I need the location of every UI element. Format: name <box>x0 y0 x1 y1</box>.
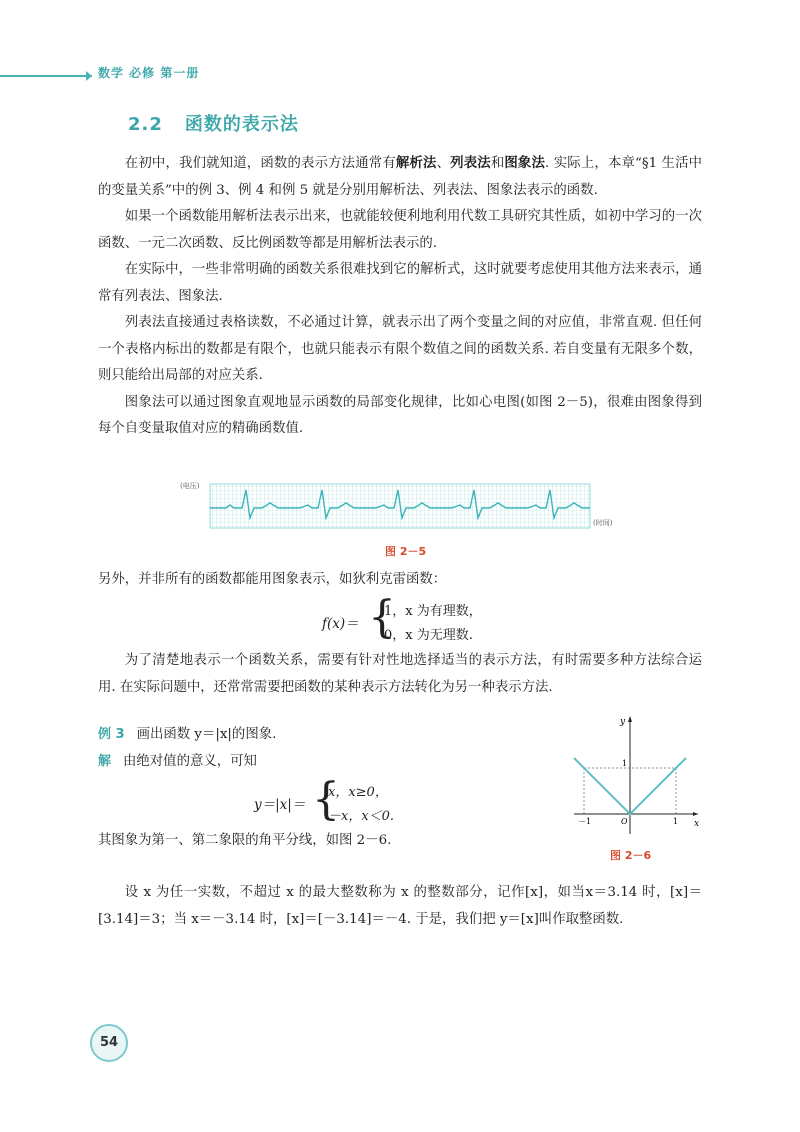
ecg-figure <box>180 478 620 534</box>
dirichlet-case-1: 1，x 为有理数， <box>384 604 482 619</box>
paragraph: 其图象为第一、第二象限的角平分线，如图 2－6. <box>98 833 392 848</box>
abs-graph <box>566 712 706 836</box>
ecg-caption: 图 2－5 <box>385 545 427 558</box>
abs-lhs: y＝|x|＝ <box>254 797 306 813</box>
x-axis-arrow-icon <box>693 812 698 816</box>
example-conclusion <box>98 828 538 855</box>
section-title <box>128 110 299 136</box>
paragraph: 另外，并非所有的函数都能用图象表示，如狄利克雷函数： <box>98 572 447 587</box>
paragraph: 在实际中，一些非常明确的函数关系很难找到它的解析式，这时就要考虑使用其他方法来表示，通常有列表法、图象法. <box>98 262 702 304</box>
intro-text <box>98 150 702 443</box>
tick-x1: 1 <box>673 817 679 826</box>
header-rule <box>0 75 92 77</box>
example-label: 例 3 <box>98 727 125 742</box>
example-question: 例 3 画出函数 y＝|x|的图象. <box>98 727 277 742</box>
ecg-x-label: (时间) <box>593 519 613 527</box>
keyword-graph: 图象法 <box>504 155 546 171</box>
paragraph: 为了清楚地表示一个函数关系，需要有针对性地选择适当的表示方法，有时需要多种方法综合运用. 在实际问题中，还常常需要把函数的某种表示方法转化为另一种表示方法. <box>98 653 702 695</box>
abs-case-2: －x，x＜0. <box>328 809 395 824</box>
paragraph: 如果一个函数能用解析法表示出来，也就能较便利地利用代数工具研究其性质，如初中学习的一次函数、一元二次函数、反比例函数等都是用解析法表示的. <box>98 209 702 251</box>
solution-label: 解 <box>98 753 112 769</box>
origin-label: O <box>621 817 628 826</box>
example-3 <box>98 722 538 775</box>
dirichlet-case-2: 0，x 为无理数. <box>384 628 473 643</box>
y-axis-arrow-icon <box>628 716 632 722</box>
method-paragraph <box>98 648 702 701</box>
tick-y1: 1 <box>622 759 628 768</box>
tick-neg1: －1 <box>578 817 592 826</box>
keyword-table: 列表法 <box>450 155 491 171</box>
ecg-y-label: (电压) <box>180 482 200 490</box>
keyword-analytic: 解析法 <box>395 155 437 171</box>
page-number: 54 <box>90 1024 128 1062</box>
y-axis-label: y <box>620 717 626 727</box>
running-header: 数学 必修 第一册 <box>98 66 200 80</box>
paragraph: 设 x 为任一实数，不超过 x 的最大整数称为 x 的整数部分，记作[x]，如当x＝3.14 时，[x]＝[3.14]＝3；当 x＝－3.14 时，[x]＝[－3.14]＝－4. 于是，我们把 y＝[x]叫作取整函数. <box>98 885 702 927</box>
brace: { <box>368 592 396 643</box>
paragraph: 列表法直接通过表格读数，不必通过计算，就表示出了两个变量之间的对应值，非常直观. 但任何一个表格内标出的数都是有限个，也就只能表示有限个数值之间的函数关系. 若自变量有无限多个数，则只能给出局部的对应关系. <box>98 315 702 383</box>
paragraph: 图象法可以通过图象直观地显示函数的局部变化规律，比如心电图(如图 2－5)，很难由图象得到每个自变量取值对应的精确函数值. <box>98 394 702 436</box>
floor-paragraph <box>98 880 702 933</box>
dirichlet-lhs: f(x)＝ <box>322 616 359 632</box>
x-axis-label: x <box>694 819 700 829</box>
dirichlet-lead <box>98 567 702 594</box>
brace: { <box>312 774 340 825</box>
example-solution: 解 由绝对值的意义，可知 <box>98 753 257 769</box>
section-number: 2.2 <box>128 114 163 135</box>
header-arrow-icon <box>86 71 92 81</box>
abs-case-1: x，x≥0， <box>328 785 388 800</box>
section-title-text: 函数的表示法 <box>184 114 299 135</box>
paragraph: 在初中，我们就知道，函数的表示方法通常有解析法、列表法和图象法. 实际上，本章“§1 生活中的变量关系”中的例 3、例 4 和例 5 就是分别用解析法、列表法、图象法表示的函数. <box>98 155 703 198</box>
abs-graph-caption: 图 2－6 <box>610 849 652 862</box>
